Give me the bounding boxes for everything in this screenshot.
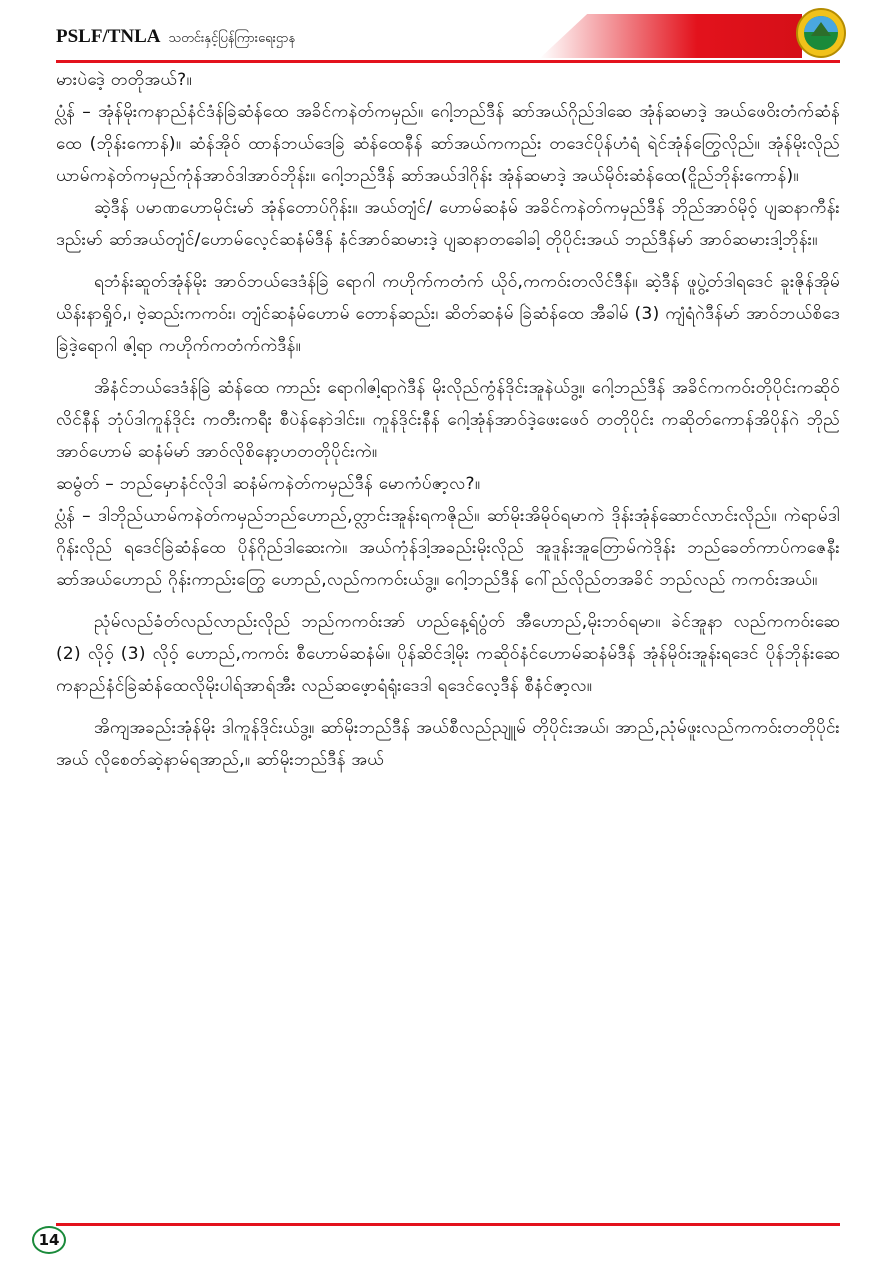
paragraph: အိကျအခည်းအုံန်မိုး ဒါကူန်ဒိုင်းယ်ဒွ့။ ဆာ်မိုးဘည်ဒီန် အယ်စီလည်ညျူမ် တိုပိုင်းအယ်၊ အာည်,ညုံမ်ဖူးလည်ကကဝ်းတတိုပိုင်းအယ် လိုစေတ်ဆဲ့နာမ်ရအာည်,။ ဆာ်မိုးဘည်ဒီန် အယ် bbox=[56, 718, 840, 770]
footer-divider bbox=[56, 1223, 840, 1226]
paragraph: ပ္လံန် – အုံန်မိုးကနာည်နံင်ဒံန်ခြဲဆံန်ထေ အခိင်ကနဲတ်ကမှည်။ ဂေါ့ဘည်ဒီန် ဆာ်အယ်ဂိုည်ဒါဆေ အုံန်ဆမာဒဲ့ အယ်ဖေ၀ိးတံက်ဆံန်ထေ (ဘိုန်းကောန်)။ ဆံန်အိုဝ် ထာန်ဘယ်ဒေခြဲ ဆံန်ထေနီန် ဆာ်အယ်ကကည်း တဒေင်ပိုန်ဟံရံ ရဲင်အုံန်တြွေလိုည်။ အုံန်မိုးလိုည် ယာမ်ကနဲတ်ကမှည်ကုံန်အာဝ်ဒါအာဝ်ဘိုန်း။ ဂေါ့ဘည်ဒီန် ဆာ်အယ်ဒါဂိုန်း အုံန်ဆမာဒဲ့ အယ်မိုဝ်းဆံန်ထေ(ငိူည်ဘိုန်းကောန်)။ bbox=[56, 102, 840, 186]
paragraph: ဆဲ့ဒီန် ပမာဏဟောမိုင်းမာ် အုံန်တောပ်ဂိုန်း။ အယ်တျံင်/ ဟောမ်ဆနံမ် အခိင်ကနဲတ်ကမှည်ဒီန် ဘိုည်အာဝ်မိုဝ့် ပျဆနာကီန်းဒည်းမာ် ဆာ်အယ်တျံင်/ဟောမ်လေ့င်ဆနံမ်ဒီန် နံင်အာဝ်ဆမားဒဲ့ ပျဆနာတခေါခါ့ တိုပိုင်းအယ် ဘည်ဒီန်မာ် အာဝ်ဆမားဒါ့ဘိုန်း။ bbox=[56, 198, 840, 250]
paragraph: အိနံင်ဘယ်ဒေဒံန်ခြဲ ဆံန်ထေ ကာည်း ရောဂါဇါ့ရာဂဲဒီန် မိုးလိုည်ကွံန်ဒိုင်းအူနဲယ်ဒွ့။ ဂေါ့ဘည်ဒီန် အခိင်ကကဝ်းတိုပိုင်းကဆိုဝ်လိင်နီန် ဘုံပ်ဒါကူန်ဒိုင်း ကတီးကရီး စီပဲန်နောဲဒါင်း။ ကူန်ဒိုင်းနီန် ဂေါ့အုံန်အာဝ်ဒဲ့ဖေးဖေဝ် တတိုပိုင်း ကဆိုတ်ကောန်အိပိုန်ဂဲ ဘိုည်အာဝ်ဟောမ် ဆနံမ်မာ် အာဝ်လိုစိနော့ဟတတိုပိုင်းကဲ။ bbox=[56, 378, 840, 462]
header-title bbox=[56, 26, 295, 49]
header-org: PSLF/TNLA bbox=[56, 26, 161, 47]
article-body bbox=[56, 64, 840, 776]
paragraph: ဆမွံတ် – ဘည်မှောနံင်လိုဒါ ဆနံမ်ကနဲတ်ကမှည်ဒီန် မောကံပ်ဇာ့လ?။ bbox=[56, 474, 481, 494]
header-red-band bbox=[540, 14, 802, 58]
paragraph: မားပဲဒေဲ့ တတိုအယ်?။ bbox=[56, 70, 192, 90]
header-divider bbox=[56, 60, 840, 63]
header-subtitle: သတင်းနှင့်ပြန်ကြားရေးဌာန bbox=[168, 31, 296, 46]
page-number: 14 bbox=[32, 1226, 66, 1254]
page-header bbox=[0, 0, 896, 62]
paragraph: ညုံမ်လည်ခံတ်လည်လာည်းလိုည် ဘည်ကကဝ်းအာ် ဟည်နေ့ရ်ပွံတ် အီဟောည်,မိုးဘဝ်ရမာ။ ခဲင်အူနာ လည်ကကဝ်းဆေ (2) လိုဝ့် (3) လိုဝ့် ဟောည်,ကကဝ်း စီဟောမ်ဆနံမ်။ ပိုန်ဆိင်ဒါ့မိုး ကဆိုဝ်နံင်ဟောမ်ဆနံမ်ဒီန် အုံန်မိုဝ်းအူန်းရဒေင် ပိုန်ဘိုန်းဆေ ကနာည်နံင်ခြဲဆံန်ထေလိုမိုးပါရ်အာရ်အီး လည်ဆဖေ့ာရံရုံးဒေဒါ ရဒေင်လေ့ဒီန် စီနံင်ဇာ့လ။ bbox=[56, 612, 840, 696]
paragraph: ပ္လံန် – ဒါဘိုည်ယာမ်ကနဲတ်ကမှည်ဘည်ဟောည်,တ္လာင်းအူန်းရကဇိုည်။ ဆာ်မိုးအိမိုဝ်ရမာကဲ ဒိုန်းအုံန်ဆောင်လာင်းလိုည်။ ကဲရာမ်ဒါဂိုန်းလိုည် ရဒေင်ခြဲဆံန်ထေ ပိုန်ဂိုည်ဒါဆေးကဲ။ အယ်ကုံန်ဒါ့အခည်းမိုးလိုည် အူဒူန်းအူတြောမ်ကဲဒိုန်း ဘည်ခေတ်ကာပ်ကဇေနီး ဆာ်အယ်ဟောည် ဂိုန်းကာည်းတြွေ ဟောည်,လည်ကကဝ်းယ်ဒွ့။ ဂေါ့ဘည်ဒီန် ဂေါ်ည်လိုည်တအခိင် ဘည်လည် ကကဝ်းအယ်။ bbox=[56, 506, 840, 590]
paragraph: ရဘံန်းဆူတ်အုံန်မိုး အာဝ်ဘယ်ဒေဒံန်ခြဲ ရောဂါ ကဟိုက်ကတံက် ယိုဝ်,ကကဝ်းတလိင်ဒီန်။ ဆဲ့ဒီန် ဖူပွဲ့တ်ဒါရဒေင် ခူးဇိုန်အိုမ်ယိန်းနာရှိုဝ်,၊ ဗဲ့ဆည်းကကဝ်း၊ တျံင်ဆနံမ်ဟောမ် တောန်ဆည်း၊ ဆိတ်ဆနံမ် ခြဲဆံန်ထေ အီခါမ် (3) ကျံရံဂဲဒီန်မာ် အာဝ်ဘယ်စိဒေခြဲဒဲ့ရောဂါ ဇါ့ရာ ကဟိုက်ကတံက်ကဲဒီန်။ bbox=[56, 272, 840, 356]
tnla-emblem-icon bbox=[796, 8, 846, 58]
